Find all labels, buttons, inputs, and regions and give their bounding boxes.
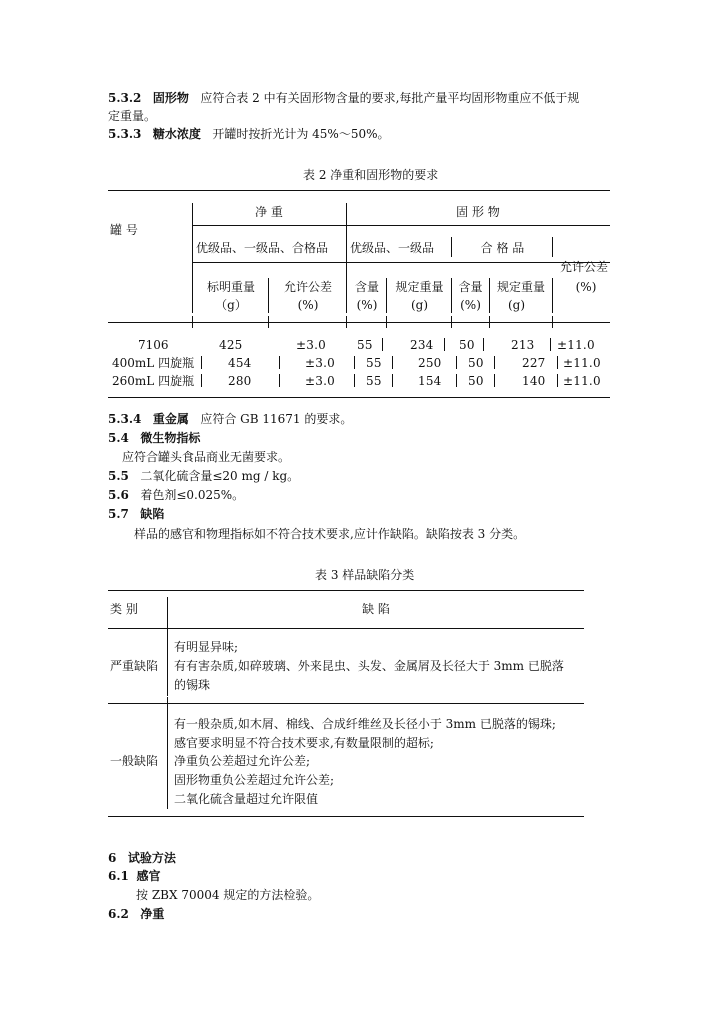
row-bar xyxy=(483,338,484,351)
list-item: 二氧化硫含量超过允许限值 xyxy=(174,792,319,806)
clause-number: 5.3.3 xyxy=(108,127,142,141)
cell-tolerance-right: ±11.0 xyxy=(563,374,601,388)
header-content-2: 含量 xyxy=(458,280,483,294)
list-item: 有明显异味; xyxy=(174,640,239,654)
header-spec-weight-2: 规定重量 xyxy=(496,280,545,294)
header-rule xyxy=(192,262,610,263)
header-rule xyxy=(192,225,610,226)
cell-can: 400mL 四旋瓶 xyxy=(112,356,195,370)
header-grade-top: 优级品、一级品 xyxy=(350,241,435,255)
clause-number: 5.6 xyxy=(108,488,129,502)
clause-number: 5.4 xyxy=(108,431,129,445)
row-bar xyxy=(557,374,558,387)
cell-spec-weight-1: 154 xyxy=(418,374,442,388)
cell-can: 260mL 四旋瓶 xyxy=(112,374,195,388)
header-grade-qualified: 合 格 品 xyxy=(480,241,525,255)
cell-spec-weight-2: 140 xyxy=(522,374,546,388)
header-tolerance-right: 允许公差 xyxy=(560,260,609,274)
list-item: 有有害杂质,如碎玻璃、外来昆虫、头发、金属屑及长径大于 3mm 已脱落 xyxy=(174,659,564,673)
header-label-weight-unit: （g） xyxy=(215,298,247,312)
column-tick xyxy=(192,316,193,328)
header-rule xyxy=(108,628,584,629)
header-content-1-unit: (%) xyxy=(356,298,378,312)
row-bar xyxy=(456,374,457,387)
general-defect-label: 一般缺陷 xyxy=(110,754,159,768)
column-divider xyxy=(552,237,553,257)
clause-title: 固形物 xyxy=(152,91,189,105)
clause-6-1 xyxy=(108,868,161,884)
cell-label-weight: 280 xyxy=(228,374,252,388)
table-2-caption: 表 2 净重和固形物的要求 xyxy=(303,168,439,182)
cell-tolerance: ±3.0 xyxy=(305,356,335,370)
cell-content-1: 55 xyxy=(366,374,382,388)
table-3-caption: 表 3 样品缺陷分类 xyxy=(315,568,415,582)
row-bar xyxy=(354,356,355,369)
header-class: 类 别 xyxy=(110,602,138,616)
cell-can: 7106 xyxy=(138,338,169,352)
list-item: 感官要求明显不符合技术要求,有数量限制的超标; xyxy=(174,736,434,750)
column-divider xyxy=(386,278,387,313)
row-bar xyxy=(456,356,457,369)
clause-title: 重金属 xyxy=(152,412,189,426)
cell-spec-weight-1: 250 xyxy=(418,356,442,370)
header-net-weight: 净 重 xyxy=(255,205,283,219)
clause-text: 二氧化硫含量≤20 mg / kg。 xyxy=(140,469,300,483)
clause-5-3-2-continued: 定重量。 xyxy=(108,109,157,123)
row-bar xyxy=(201,356,202,369)
header-content-1: 含量 xyxy=(354,280,379,294)
group-rule xyxy=(108,703,584,704)
cell-content-1: 55 xyxy=(366,356,382,370)
clause-6-2 xyxy=(108,906,164,922)
clause-title: 缺陷 xyxy=(140,507,165,521)
column-tick xyxy=(489,316,490,328)
clause-number: 5.7 xyxy=(108,507,129,521)
row-bar xyxy=(494,374,495,387)
clause-text: 开罐时按折光计为 45%～50%。 xyxy=(212,127,390,141)
header-defect: 缺 陷 xyxy=(362,602,390,616)
cell-content-1: 55 xyxy=(357,338,373,352)
row-bar xyxy=(354,374,355,387)
section-number: 6 xyxy=(108,851,117,865)
header-label-weight: 标明重量 xyxy=(206,280,255,294)
list-item: 的锡珠 xyxy=(174,678,211,692)
table-top-rule xyxy=(108,190,610,191)
header-grade-all: 优级品、一级品、合格品 xyxy=(196,241,329,255)
header-spec-weight-1: 规定重量 xyxy=(395,280,444,294)
header-spec-weight-1-unit: (g) xyxy=(410,298,429,312)
header-solids: 固 形 物 xyxy=(456,205,500,219)
list-item: 有一般杂质,如木屑、棉线、合成纤维丝及长径小于 3mm 已脱落的锡珠; xyxy=(174,717,556,731)
clause-5-6 xyxy=(108,487,244,503)
header-body-rule xyxy=(108,322,610,323)
column-tick xyxy=(346,316,347,328)
cell-tolerance: ±3.0 xyxy=(296,338,326,352)
cell-content-2: 50 xyxy=(459,338,475,352)
clause-5-3-4 xyxy=(108,411,352,427)
column-tick xyxy=(552,316,553,328)
header-tolerance-right-unit: (%) xyxy=(575,280,597,294)
column-divider xyxy=(451,237,452,257)
clause-5-4-text: 应符合罐头食品商业无菌要求。 xyxy=(122,450,291,464)
cell-spec-weight-2: 213 xyxy=(511,338,535,352)
header-tolerance-unit: (%) xyxy=(297,298,319,312)
column-divider xyxy=(167,697,168,809)
cell-content-2: 50 xyxy=(468,356,484,370)
cell-spec-weight-2: 227 xyxy=(522,356,546,370)
row-bar xyxy=(550,338,551,351)
clause-5-7 xyxy=(108,506,164,522)
cell-content-2: 50 xyxy=(468,374,484,388)
list-item: 固形物重负公差超过允许公差; xyxy=(174,773,335,787)
row-bar xyxy=(279,356,280,369)
row-bar xyxy=(444,338,445,351)
column-divider xyxy=(552,278,553,313)
clause-title: 感官 xyxy=(136,869,161,883)
cell-tolerance-right: ±11.0 xyxy=(563,356,601,370)
clause-title: 微生物指标 xyxy=(140,431,201,445)
clause-text: 应符合 GB 11671 的要求。 xyxy=(200,412,353,426)
list-item: 净重负公差超过允许公差; xyxy=(174,754,311,768)
cell-tolerance: ±3.0 xyxy=(305,374,335,388)
column-tick xyxy=(268,316,269,328)
cell-label-weight: 454 xyxy=(228,356,252,370)
table-bottom-rule xyxy=(108,397,610,398)
clause-text: 着色剂≤0.025%。 xyxy=(140,488,245,502)
row-bar xyxy=(382,338,383,351)
cell-label-weight: 425 xyxy=(219,338,243,352)
cell-spec-weight-1: 234 xyxy=(410,338,434,352)
clause-5-4 xyxy=(108,430,200,446)
clause-title: 净重 xyxy=(140,907,165,921)
clause-number: 6.2 xyxy=(108,907,129,921)
clause-5-7-text: 样品的感官和物理指标如不符合技术要求,应计作缺陷。缺陷按表 3 分类。 xyxy=(134,527,526,541)
clause-6-1-text: 按 ZBX 70004 规定的方法检验。 xyxy=(136,888,320,902)
serious-defect-label: 严重缺陷 xyxy=(110,659,159,673)
clause-5-3-2 xyxy=(108,90,579,106)
cell-tolerance-right: ±11.0 xyxy=(557,338,595,352)
clause-title: 糖水浓度 xyxy=(152,127,201,141)
header-content-2-unit: (%) xyxy=(460,298,481,312)
section-6 xyxy=(108,850,176,866)
header-spec-weight-2-unit: (g) xyxy=(508,298,526,312)
row-bar xyxy=(279,374,280,387)
clause-number: 5.5 xyxy=(108,469,129,483)
row-bar xyxy=(392,374,393,387)
clause-number: 5.3.2 xyxy=(108,91,142,105)
clause-5-3-3 xyxy=(108,126,390,142)
table-bottom-rule xyxy=(108,816,584,817)
row-bar xyxy=(392,356,393,369)
header-can-number: 罐 号 xyxy=(110,223,138,237)
column-tick xyxy=(386,316,387,328)
clause-number: 5.3.4 xyxy=(108,412,142,426)
section-title: 试验方法 xyxy=(127,851,176,865)
column-tick xyxy=(451,316,452,328)
clause-text: 应符合表 2 中有关固形物含量的要求,每批产量平均固形物重应不低于规 xyxy=(200,91,580,105)
clause-number: 6.1 xyxy=(108,869,129,883)
column-divider xyxy=(167,620,168,696)
row-bar xyxy=(201,374,202,387)
table-top-rule xyxy=(108,590,584,591)
row-bar xyxy=(557,356,558,369)
row-bar xyxy=(494,356,495,369)
clause-5-5 xyxy=(108,468,299,484)
header-tolerance: 允许公差 xyxy=(283,280,332,294)
column-divider xyxy=(268,278,269,313)
